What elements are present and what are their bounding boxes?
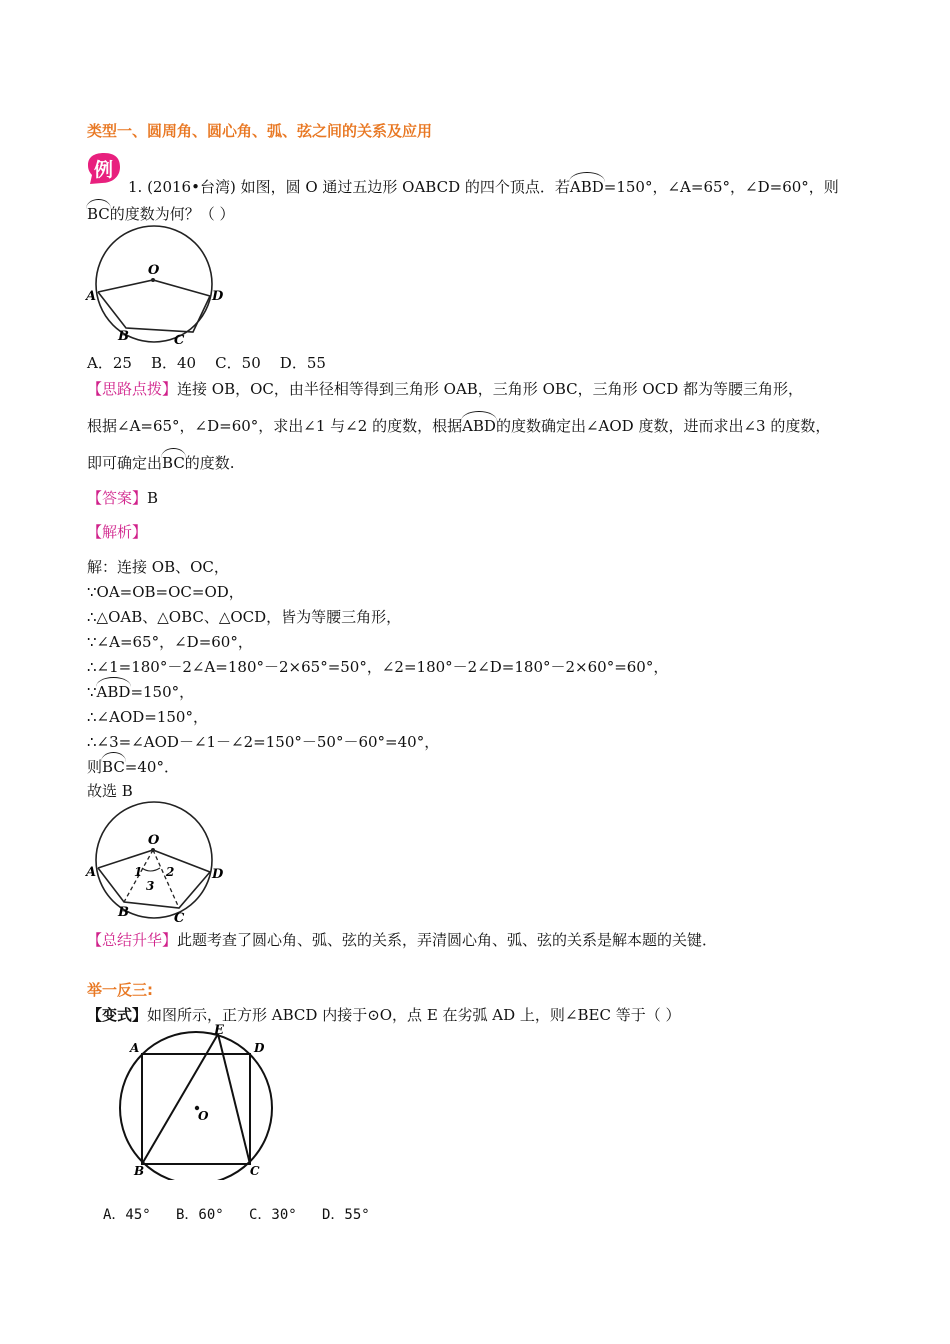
analysis-arc1-suffix: =150°，: [130, 683, 195, 701]
figure-2-circle-angles: [84, 798, 234, 926]
fig1-label-c: C: [174, 333, 185, 348]
hint-line3-suffix: 的度数.: [184, 454, 235, 472]
analysis-arc-abd: ABD: [96, 683, 131, 701]
fig1-label-a: A: [86, 289, 97, 304]
fig2-label-2: 2: [166, 865, 175, 879]
fig2-label-1: 1: [134, 865, 143, 879]
variant-text: 如图所示，正方形 ABCD 内接于⊙O，点 E 在劣弧 AD 上，则∠BEC 等于（ ）: [147, 1006, 681, 1024]
fig2-label-a: A: [86, 865, 97, 880]
analysis-line-9: [87, 756, 179, 777]
hint-line-3: [87, 452, 235, 473]
fig3-label-o: O: [198, 1109, 209, 1123]
fig1-label-d: D: [212, 289, 224, 304]
figure-1-circle-pentagon: [84, 222, 234, 350]
variant-choices: A．45° B．60° C．30° D．55°: [103, 1207, 370, 1223]
question-line-2: [87, 203, 235, 224]
example-badge-icon: [86, 151, 122, 185]
fig1-label-b: B: [118, 329, 129, 344]
section-title: 类型一、圆周角、圆心角、弧、弦之间的关系及应用: [87, 122, 433, 140]
fig1-label-o: O: [148, 263, 160, 278]
arc-bc: BC: [87, 205, 110, 223]
analysis-label: 【解析】: [87, 523, 148, 541]
hint-arc-bc: BC: [162, 454, 185, 472]
hint-line3-prefix: 即可确定出: [87, 454, 163, 472]
analysis-arc2-prefix: 则: [87, 758, 103, 776]
analysis-line-7: ∴∠AOD=150°，: [87, 708, 208, 726]
fig2-label-o: O: [148, 833, 160, 848]
fig2-label-3: 3: [146, 879, 155, 893]
analysis-line-5: ∴∠1=180°－2∠A=180°－2×65°=50°，∠2=180°－2∠D=180°－2×60°=60°，: [87, 658, 669, 676]
answer-label: 【答案】: [87, 489, 148, 507]
fig3-label-c: C: [250, 1164, 260, 1178]
hint-line2-suffix: 的度数确定出∠AOD 度数，进而求出∠3 的度数，: [495, 417, 831, 435]
hint-text-1: 连接 OB，OC，由半径相等得到三角形 OAB，三角形 OBC，三角形 OCD 都为等腰三角形，: [177, 380, 803, 398]
analysis-line-1: 解：连接 OB、OC，: [87, 558, 229, 576]
variant-label: 【变式】: [87, 1006, 148, 1024]
hint-line-2: [87, 415, 830, 436]
analysis-line-4: ∵∠A=65°，∠D=60°，: [87, 633, 253, 651]
fig2-label-d: D: [212, 867, 224, 882]
analysis-line-3: ∴△OAB、△OBC、△OCD，皆为等腰三角形，: [87, 608, 402, 626]
hint-line2-prefix: 根据∠A=65°，∠D=60°，求出∠1 与∠2 的度数，根据: [87, 417, 463, 435]
question-line-1: [128, 176, 839, 197]
question-choices: A．25 B．40 C．50 D．55: [87, 354, 326, 372]
fig2-label-c: C: [174, 911, 185, 926]
answer-line: [87, 487, 158, 508]
analysis-line-6: [87, 681, 194, 702]
analysis-arc-bc: BC: [102, 758, 125, 776]
question-prefix: 1. (2016•台湾) 如图，圆 O 通过五边形 OABCD 的四个顶点．若: [128, 178, 570, 196]
analysis-line-8: ∴∠3=∠AOD－∠1－∠2=150°－50°－60°=40°，: [87, 733, 440, 751]
fig3-label-e: E: [214, 1023, 224, 1038]
arc-abd: ABD: [569, 178, 604, 196]
fig3-label-b: B: [134, 1164, 145, 1178]
example-badge-text: 例: [94, 159, 114, 181]
question-suffix: =150°，∠A=65°，∠D=60°，则: [603, 178, 839, 196]
summary-text: 此题考查了圆心角、弧、弦的关系，弄清圆心角、弧、弦的关系是解本题的关键．: [177, 931, 718, 949]
question-line2: 的度数为何？（ ）: [109, 205, 235, 223]
fig3-label-a: A: [130, 1041, 140, 1055]
hint-line-1: [87, 378, 803, 399]
figure-3-square-in-circle: [118, 1020, 288, 1180]
analysis-arc1-prefix: ∵: [87, 683, 97, 701]
practice-title: 举一反三:: [87, 981, 153, 999]
answer-value: B: [147, 489, 159, 507]
summary-label: 【总结升华】: [87, 931, 178, 949]
analysis-line-2: ∵OA=OB=OC=OD，: [87, 583, 244, 601]
hint-arc-abd: ABD: [462, 417, 496, 435]
fig2-label-b: B: [118, 905, 129, 920]
hint-label: 【思路点拨】: [87, 380, 178, 398]
analysis-conclusion: 故选 B: [87, 782, 133, 800]
analysis-arc2-suffix: =40°．: [124, 758, 179, 776]
summary-line: [87, 929, 717, 950]
fig3-label-d: D: [254, 1041, 265, 1055]
